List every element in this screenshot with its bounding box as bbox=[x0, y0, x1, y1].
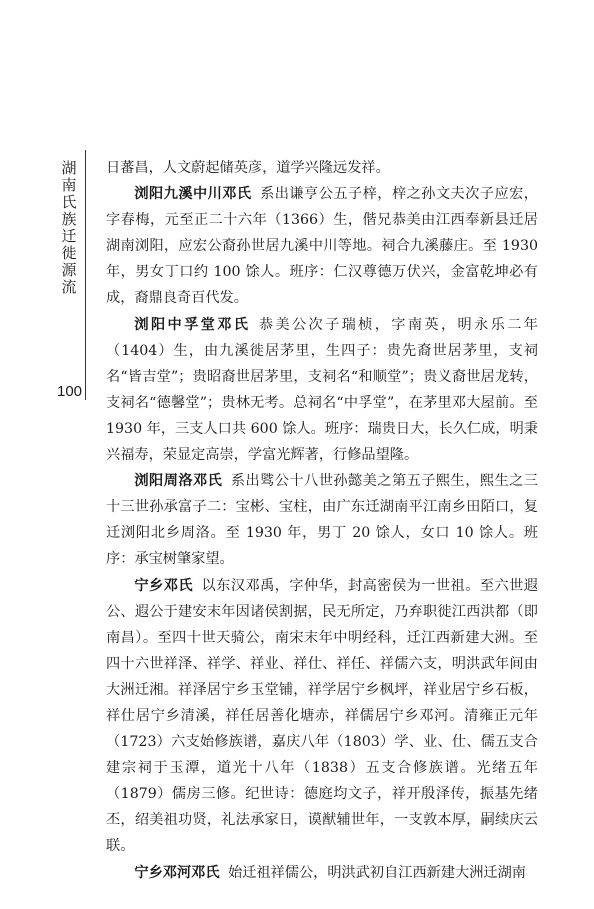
entry-text: 始迁祖祥儒公，明洪武初自江西新建大洲迁湖南 bbox=[228, 864, 526, 881]
entry-liuyang-zhongfutang bbox=[106, 312, 538, 469]
entry-liuyang-jiuxi-zhongchuan bbox=[106, 181, 538, 311]
entry-heading: 浏阳九溪中川邓氏 bbox=[134, 186, 252, 203]
entry-text: 恭美公次子瑞桢，字南英，明永乐二年（1404）生，由九溪徙居茅里，生四子：贵先裔世居茅里，支祠名“皆吉堂”；贵昭裔世居茅里，支祠名“和顺堂”；贵义裔世居龙转，支祠名“德馨堂”；贵林无考。总祠名“中孚堂”，在茅里邓大屋前。至 1930 年，三支人口共 600 馀人。班序：瑞贵日大，长久仁成，明秉兴福寿，荣显定高崇，学富光辉著，行修品望隆。 bbox=[106, 316, 538, 464]
entry-heading: 宁乡邓氏 bbox=[134, 577, 193, 594]
entry-heading: 浏阳周洛邓氏 bbox=[134, 473, 223, 490]
entry-ningxiang-denghe bbox=[106, 860, 538, 886]
page-number: 100 bbox=[57, 383, 83, 400]
running-title: 湖南氏族迁徙源流 bbox=[61, 159, 77, 296]
entry-text: 系出谦亨公五子梓，梓之孙文夫次子应宏，字春梅，元至正二十六年（1366）生，偕兄恭美由江西奉新县迁居湖南浏阳，应宏公裔孙世居九溪中川等地。祠合九溪藤庄。至 1930 年，男女丁口约 100 馀人。班序：仁汉尊德万伏兴，金富乾坤必有成，裔鼎良奇百代发。 bbox=[106, 186, 538, 307]
page-body bbox=[106, 155, 538, 886]
entry-text: 系出骘公十八世孙懿美之第五子熙生，熙生之三十三世孙承富子二：宝彬、宝柱，由广东迁湖南平江南乡田陌口，复迁浏阳北乡周洛。至 1930 年，男丁 20 馀人，女口 10 馀人。班序：承宝树肇家望。 bbox=[106, 473, 538, 568]
paragraph-text: 日蕃昌，人文蔚起储英彦，道学兴隆远发祥。 bbox=[106, 160, 390, 176]
entry-heading: 浏阳中孚堂邓氏 bbox=[134, 316, 251, 333]
entry-liuyang-zhouluo bbox=[106, 468, 538, 572]
entry-text: 以东汉邓禹，字仲华，封高密侯为一世祖。至六世遐公、遐公于建安末年因诸侯割据，民无所定，乃弃职徙江西洪都（即南昌）。至四十世天骑公，南宋末年中明经科，迁江西新建大洲。至四十六世祥泽、祥学、祥业、祥仕、祥任、祥儒六支，明洪武年间由大洲迁湘。祥泽居宁乡玉堂铺，祥学居宁乡枫坪，祥业居宁乡石板，祥仕居宁乡清溪，祥任居善化塘赤，祥儒居宁乡邓河。清雍正元年（1723）六支始修族谱，嘉庆八年（1803）学、业、仕、儒五支合建宗祠于玉潭，道光十八年（1838）五支合修族谱。光绪五年（1879）儒房三修。纪世诗：德庭均文子，祥开殷泽传，振基先绪丕，绍美祖功贤，礼法承家日，谟猷辅世年，一支敦本厚，嗣续庆云联。 bbox=[106, 577, 538, 855]
entry-heading: 宁乡邓河邓氏 bbox=[134, 864, 220, 881]
paragraph-continuation bbox=[106, 155, 538, 181]
entry-ningxiang bbox=[106, 573, 538, 860]
margin-rule bbox=[85, 150, 86, 400]
